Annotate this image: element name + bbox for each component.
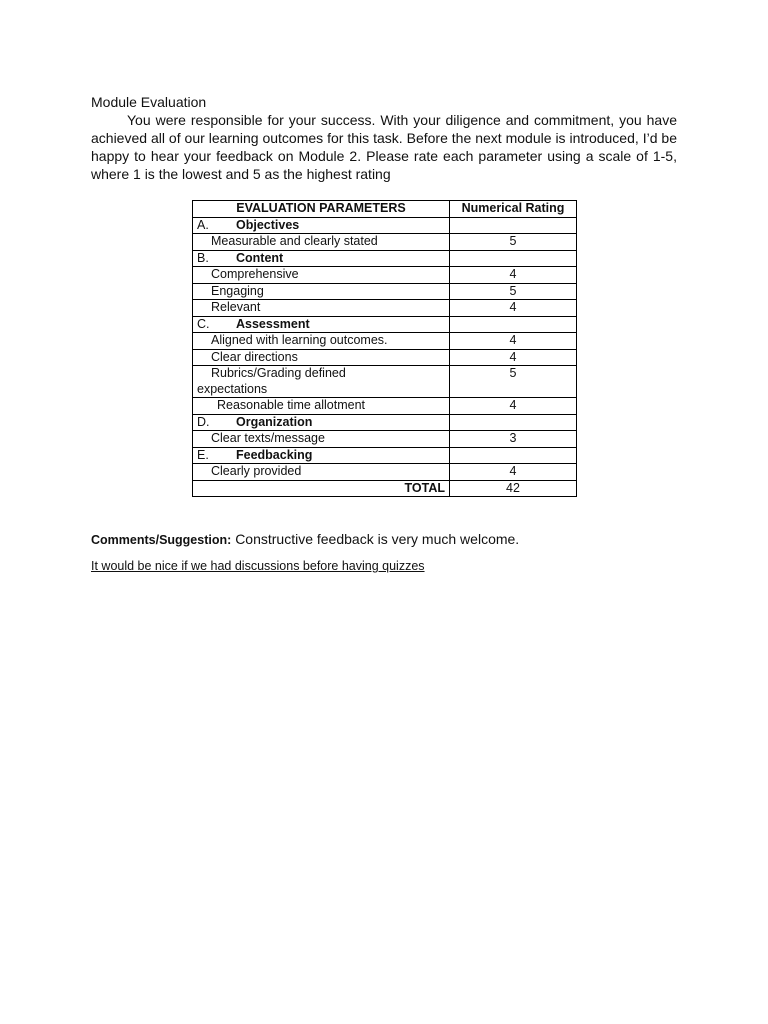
section-letter: A. bbox=[197, 217, 209, 232]
item-label bbox=[193, 464, 450, 481]
section-row-feedbacking bbox=[193, 447, 577, 464]
item-label-text: Relevant bbox=[211, 300, 261, 314]
item-label bbox=[193, 366, 450, 398]
header-rating: Numerical Rating bbox=[450, 201, 577, 218]
item-label bbox=[193, 300, 450, 317]
section-row-objectives bbox=[193, 217, 577, 234]
item-rating: 5 bbox=[450, 234, 577, 251]
item-label-text: Clear texts/message bbox=[211, 431, 325, 445]
table-row bbox=[193, 267, 577, 284]
table-row bbox=[193, 464, 577, 481]
section-name: Organization bbox=[236, 414, 313, 429]
item-label-continuation: expectations bbox=[197, 381, 268, 396]
table-row bbox=[193, 234, 577, 251]
section-letter: D. bbox=[197, 414, 210, 429]
comments-response: It would be nice if we had discussions before having quizzes bbox=[91, 559, 425, 573]
section-cell bbox=[193, 414, 450, 431]
table-row bbox=[193, 366, 577, 398]
section-name: Feedbacking bbox=[236, 447, 313, 462]
comments-prompt: Constructive feedback is very much welcome. bbox=[235, 531, 520, 547]
section-cell bbox=[193, 217, 450, 234]
section-rating-empty bbox=[450, 447, 577, 464]
item-label bbox=[193, 267, 450, 284]
section-rating-empty bbox=[450, 250, 577, 267]
comments-line bbox=[91, 531, 677, 547]
item-rating: 4 bbox=[450, 333, 577, 350]
document-title: Module Evaluation bbox=[91, 94, 207, 110]
item-rating: 5 bbox=[450, 366, 577, 398]
section-rating-empty bbox=[450, 316, 577, 333]
item-label-text: Clear directions bbox=[211, 349, 298, 364]
intro-paragraph: You were responsible for your success. With your diligence and commitment, you have achieved all of our learning outcomes for this task. Before the next module is introduced, I’d be happy to hear your feedback on Module 2. Please rate each parameter using a scale of 1-5, where 1 is the lowest and 5 as the highest rating bbox=[91, 112, 677, 182]
section-cell bbox=[193, 447, 450, 464]
item-rating: 4 bbox=[450, 349, 577, 366]
table-row bbox=[193, 398, 577, 415]
section-letter: C. bbox=[197, 316, 210, 331]
item-rating: 3 bbox=[450, 431, 577, 448]
section-row-content bbox=[193, 250, 577, 267]
item-label bbox=[193, 431, 450, 448]
table-header-row bbox=[193, 201, 577, 218]
item-label-text: Measurable and clearly stated bbox=[211, 234, 378, 248]
section-name: Objectives bbox=[236, 217, 300, 232]
section-letter: E. bbox=[197, 447, 209, 462]
item-label-text: Reasonable time allotment bbox=[217, 398, 365, 412]
section-cell bbox=[193, 316, 450, 333]
section-row-assessment bbox=[193, 316, 577, 333]
table-row bbox=[193, 431, 577, 448]
section-cell bbox=[193, 250, 450, 267]
section-name: Content bbox=[236, 250, 284, 265]
item-rating: 5 bbox=[450, 283, 577, 300]
table-row bbox=[193, 333, 577, 350]
document-page bbox=[91, 93, 677, 573]
comments-label: Comments/Suggestion: bbox=[91, 533, 232, 547]
section-rating-empty bbox=[450, 414, 577, 431]
item-label bbox=[193, 283, 450, 300]
section-rating-empty bbox=[450, 217, 577, 234]
table-row bbox=[193, 283, 577, 300]
header-parameters: EVALUATION PARAMETERS bbox=[193, 201, 450, 218]
section-name: Assessment bbox=[236, 316, 310, 331]
table-row bbox=[193, 349, 577, 366]
item-label-text: Engaging bbox=[211, 283, 264, 298]
item-label-text: Comprehensive bbox=[211, 267, 299, 281]
item-label-text: Clearly provided bbox=[211, 464, 302, 478]
item-rating: 4 bbox=[450, 464, 577, 481]
item-rating: 4 bbox=[450, 267, 577, 284]
item-label bbox=[193, 333, 450, 350]
item-rating: 4 bbox=[450, 398, 577, 415]
total-label: TOTAL bbox=[193, 480, 450, 497]
item-rating: 4 bbox=[450, 300, 577, 317]
item-label-text: Aligned with learning outcomes. bbox=[211, 333, 388, 347]
item-label bbox=[193, 234, 450, 251]
total-row bbox=[193, 480, 577, 497]
item-label-text: Rubrics/Grading defined bbox=[211, 366, 346, 380]
table-row bbox=[193, 300, 577, 317]
section-row-organization bbox=[193, 414, 577, 431]
item-label bbox=[193, 349, 450, 366]
item-label bbox=[193, 398, 450, 415]
total-value: 42 bbox=[450, 480, 577, 497]
section-letter: B. bbox=[197, 250, 209, 265]
evaluation-table bbox=[192, 200, 577, 497]
